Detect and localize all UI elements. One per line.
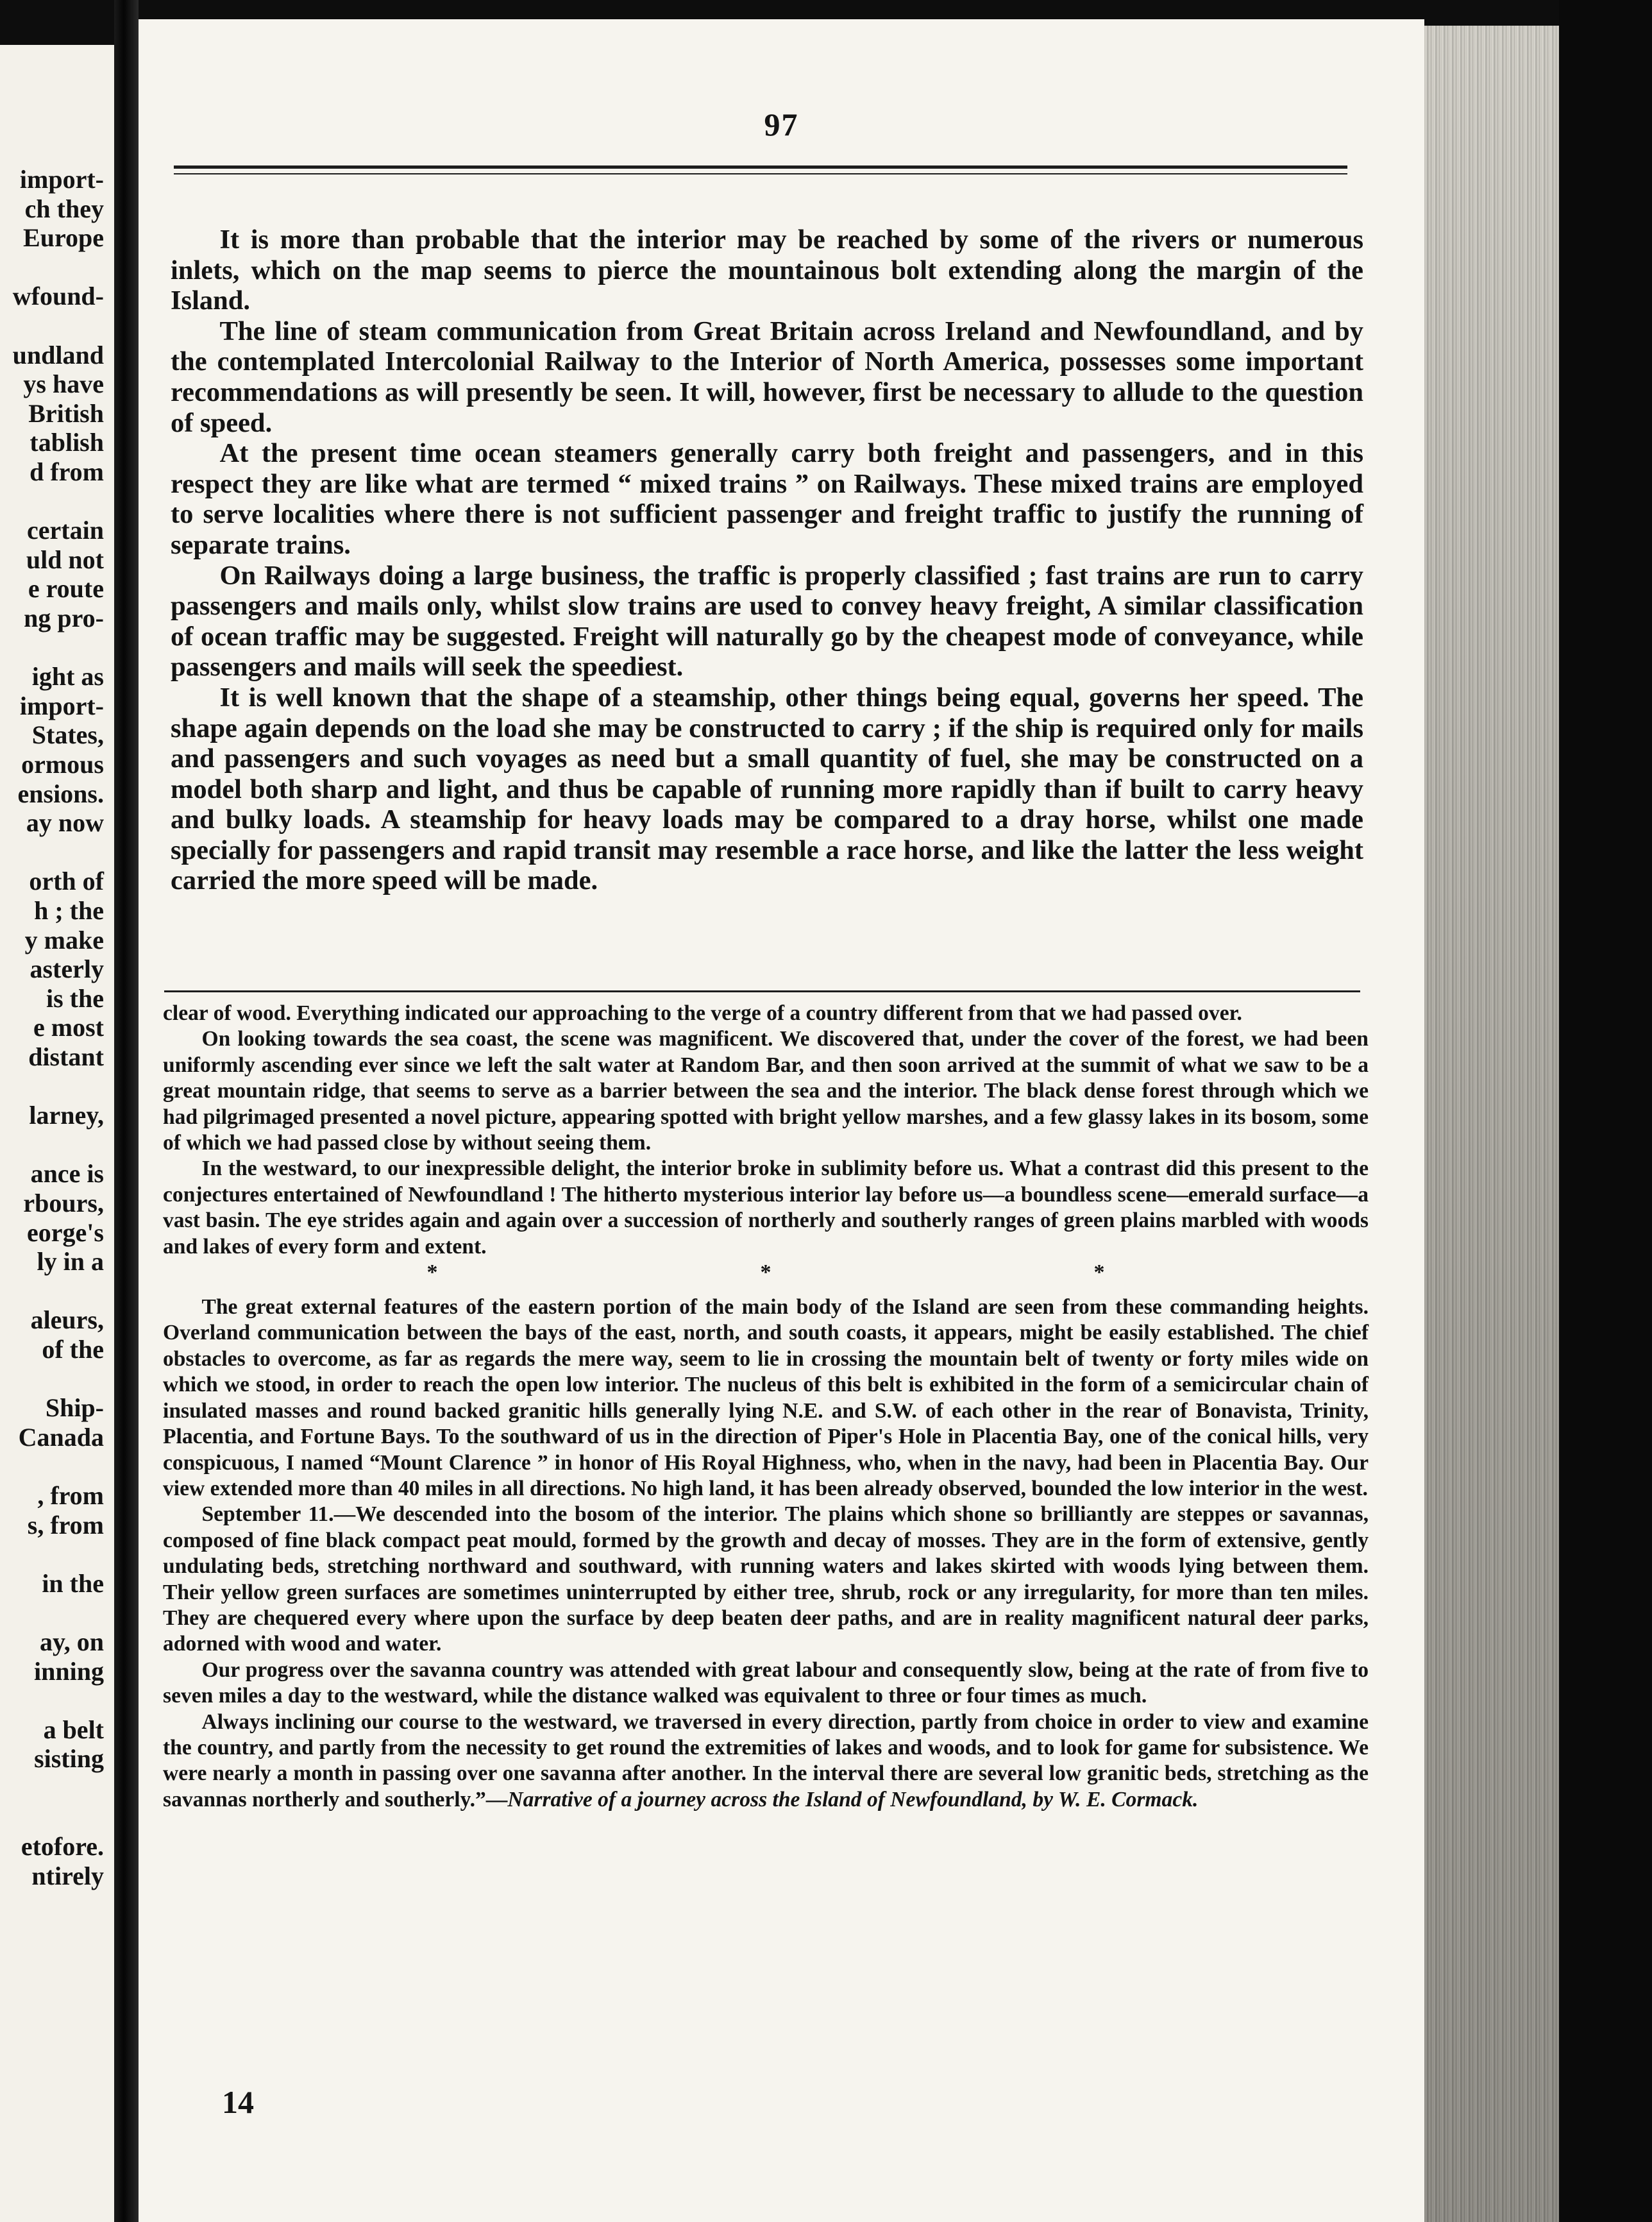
left-page-line: in the bbox=[42, 1568, 104, 1598]
left-page-line: distant bbox=[28, 1042, 104, 1071]
paragraph: On looking towards the sea coast, the scene was magnificent. We discovered that, under the cover of the forest, we had been uniformly ascending ever since we left the salt water at Random Bar, and then soon arrived at the summit of what we saw to be a great mountain ridge, that seems to serve as a barrier between the sea and the interior. The black dense forest through which we had pilgrimaged presented a novel picture, appearing spotted with bright yellow marshes, and a few glassy lakes in its bosom, some of which we had passed close by without seeing them. bbox=[163, 1027, 1369, 1155]
left-page-line: of the bbox=[42, 1335, 104, 1364]
left-page-line: Ship- bbox=[45, 1393, 104, 1423]
page-number: 97 bbox=[764, 106, 799, 142]
citation: Narrative of a journey across the Island of Newfoundland, by W. E. Cormack. bbox=[507, 1787, 1199, 1811]
left-page-line: uld not bbox=[26, 545, 104, 574]
scan-background bbox=[1559, 0, 1652, 2222]
paragraph: At the present time ocean steamers generally carry both freight and passengers, and in this respect they are like what are termed “ mixed trains ” on Railways. These mixed trains are employed to serve localities where there is not sufficient passenger and freight traffic to justify the running of separate trains. bbox=[171, 438, 1363, 560]
left-page-line: inning bbox=[34, 1656, 104, 1686]
paragraph: In the westward, to our inexpressible delight, the interior broke in sublimity before us. What a contrast did this present to the conjectures entertained of Newfoundland ! The hitherto mysterious interior lay before us—a boundless scene—emerald surface—a vast basin. The eye strides again and again over a succession of northerly and southerly ranges of green plains marbled with woods and lakes of every form and extent. bbox=[163, 1157, 1369, 1259]
left-page-line: rbours, bbox=[23, 1189, 104, 1217]
left-page-line: d from bbox=[30, 457, 104, 486]
signature-mark: 14 bbox=[222, 2084, 254, 2120]
left-page-line: undland bbox=[12, 340, 104, 369]
book-gutter bbox=[114, 0, 139, 2222]
paragraph: The line of steam communication from Great Britain across Ireland and Newfoundland, and by the contemplated Intercolonial Railway to the Interior of North America, possesses some important recommendations as will presently be seen. It will, however, first be necessary to allude to the question of speed. bbox=[171, 316, 1363, 438]
paragraph: It is well known that the shape of a steamship, other things being equal, governs her speed. The shape again depends on the load she may be constructed to carry ; if the ship is required only for mails and passengers and such voyages as need but a small quantity of fuel, she may be constructed on a model both sharp and light, and thus be capable of running more rapidly than if built to carry heavy and bulky loads. A steamship for heavy loads may be compared to a dray horse, whilst one made specially for passengers and rapid transit may resemble a race horse, and like the latter the less weight carried the more speed will be made. bbox=[171, 682, 1363, 896]
left-page-line: ay, on bbox=[39, 1627, 104, 1656]
asterisk: * bbox=[1093, 1260, 1105, 1285]
left-page-line: eorge's bbox=[27, 1217, 104, 1247]
left-page-line: Canada bbox=[18, 1422, 104, 1452]
left-page-line: ys have bbox=[23, 369, 104, 399]
left-page-line: aleurs, bbox=[30, 1305, 104, 1335]
left-page-line: s, from bbox=[27, 1510, 104, 1539]
left-page-line: ng pro- bbox=[24, 604, 104, 632]
left-page-line: ensions. bbox=[17, 779, 104, 808]
left-page-line: import- bbox=[19, 691, 104, 720]
left-page-line: asterly bbox=[30, 954, 104, 984]
asterisk: * bbox=[426, 1260, 438, 1285]
left-page-line: sisting bbox=[34, 1744, 104, 1774]
asterisk-break bbox=[163, 1260, 1369, 1294]
header-rule-thin bbox=[174, 173, 1347, 174]
paragraph: The great external features of the eastern portion of the main body of the Island are seen from these commanding heights. Overland communication between the bays of the east, north, and south coasts, it appears, might be easily established. The chief obstacles to overcome, as far as regards the mere way, seem to lie in crossing the mountain belt of twenty or forty miles wide on which we stood, in order to reach the open low interior. The nucleus of this belt is exhibited in the form of a semicircular chain of insulated masses and round backed granitic hills generally lying N.E. and S.W. of each other in the rear of Bonavista, Trinity, Placentia, and Fortune Bays. To the southward of us in the direction of Piper's Hole in Placentia Bay, one of the conical hills, very conspicuous, I named “Mount Clarence ” in honor of His Royal Highness, who, when in the navy, had been in Placentia Bay. Our view extended more than 40 miles in all directions. No high land, it has been already observed, bounded the low interior in the west. bbox=[163, 1295, 1369, 1500]
left-page-line: British bbox=[28, 398, 104, 428]
left-page-line: ormous bbox=[21, 750, 104, 779]
left-page-line: is the bbox=[46, 983, 104, 1013]
left-page-line: ch they bbox=[24, 194, 104, 223]
left-page-line: e route bbox=[28, 574, 104, 604]
left-page-line: a belt bbox=[43, 1715, 104, 1744]
left-page-line: , from bbox=[37, 1481, 104, 1510]
left-page-line: y make bbox=[24, 925, 104, 954]
left-page-line: ance is bbox=[30, 1159, 104, 1189]
left-page-line: ntirely bbox=[31, 1861, 104, 1890]
page-edges bbox=[1424, 26, 1559, 2222]
left-page-line: ight as bbox=[31, 662, 104, 691]
left-page-line: orth of bbox=[29, 867, 104, 896]
left-page-line: import- bbox=[19, 165, 104, 194]
left-page-line: Europe bbox=[23, 223, 104, 253]
left-page-line: larney, bbox=[29, 1101, 104, 1130]
left-page-line: wfound- bbox=[12, 282, 104, 311]
lower-text-section bbox=[163, 1001, 1369, 1813]
right-page bbox=[139, 19, 1424, 2222]
paragraph: Our progress over the savanna country was attended with great labour and consequently slow, being at the rate of from five to seven miles a day to the westward, while the distance walked was equivalent to three or four times as much. bbox=[163, 1658, 1369, 1708]
left-page-line: e most bbox=[33, 1013, 104, 1042]
paragraph: It is more than probable that the interior may be reached by some of the rivers or numerous inlets, which on the map seems to pierce the mountainous bolt extending along the margin of the Island. bbox=[171, 225, 1363, 316]
paragraph: September 11.—We descended into the bosom of the interior. The plains which shone so brilliantly are steppes or savannas, composed of fine black compact peat mould, formed by the growth and decay of mosses. They are in the form of extensive, gently undulating beds, stretching northward and southward, with running waters and lakes skirted with woods lying between them. Their yellow green surfaces are sometimes uninterrupted by either tree, shrub, rock or any irregularity, for more than ten miles. They are chequered every where upon the surface by deep beaten deer paths, and are in reality magnificent natural deer parks, adorned with wood and water. bbox=[163, 1502, 1369, 1656]
left-page-line: ay now bbox=[26, 808, 104, 838]
left-page-line: etofore. bbox=[21, 1832, 104, 1862]
paragraph bbox=[163, 1709, 1369, 1813]
left-page-line: tablish bbox=[30, 428, 104, 457]
paragraph: clear of wood. Everything indicated our approaching to the verge of a country different from that we had passed over. bbox=[163, 1001, 1242, 1025]
paragraph: On Railways doing a large business, the traffic is properly classified ; fast trains are run to carry passengers and mails only, whilst slow trains are used to convey heavy freight, A similar classification of ocean traffic may be suggested. Freight will naturally go by the cheapest mode of conveyance, while passengers and mails will seek the speediest. bbox=[171, 560, 1363, 683]
paragraph-text: Always inclining our course to the westward, we traversed in every direction, partly from choice in order to view and examine the country, and partly from the necessity to get round the extremities of lakes and woods, and to look for game for subsistence. We were nearly a month in passing over one savanna after another. In the interval there are several low granitic beds, stretching as the savannas northerly and southerly.”— bbox=[163, 1709, 1369, 1811]
left-page-line: h ; the bbox=[34, 896, 104, 925]
left-page-line: States, bbox=[31, 720, 104, 750]
section-divider-rule bbox=[164, 990, 1360, 992]
left-page-fragment bbox=[0, 45, 114, 2222]
asterisk: * bbox=[760, 1260, 771, 1285]
left-page-line: ly in a bbox=[37, 1247, 104, 1276]
left-page-line: certain bbox=[27, 516, 104, 545]
header-rule-thick bbox=[174, 165, 1347, 169]
upper-text-section bbox=[171, 225, 1363, 896]
